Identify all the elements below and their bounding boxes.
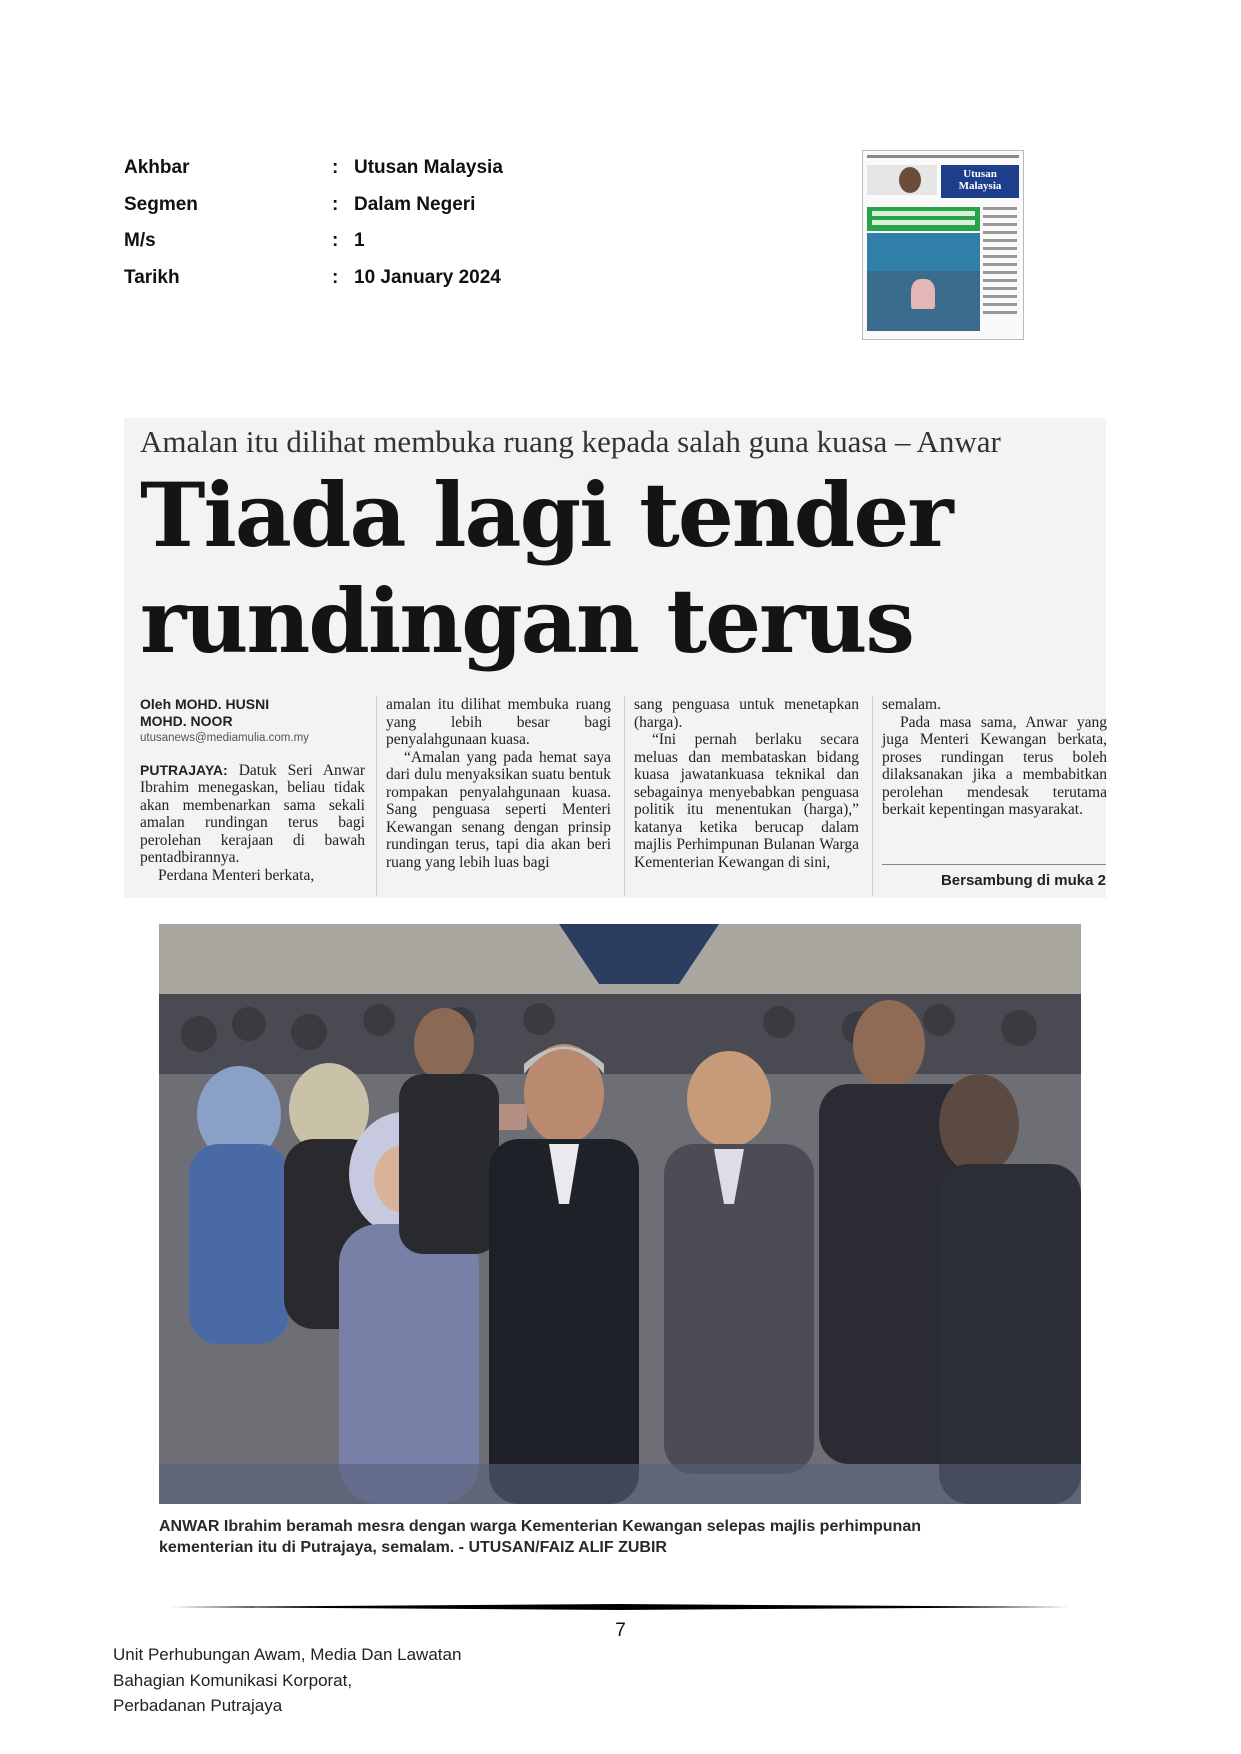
meta-value: Utusan Malaysia xyxy=(354,157,503,179)
meta-row-date xyxy=(124,260,604,297)
column-divider xyxy=(872,696,873,896)
meta-colon: : xyxy=(332,266,339,288)
article-clipping xyxy=(124,418,1106,898)
continued-on-page: Bersambung di muka 2 xyxy=(940,872,1106,889)
thumb-photo xyxy=(867,233,980,331)
dateline: PUTRAJAYA: xyxy=(140,761,228,778)
byline-line: MOHD. NOOR xyxy=(140,713,233,729)
meta-label: Segmen xyxy=(124,193,198,215)
footer-line: Bahagian Komunikasi Korporat, xyxy=(113,1670,353,1690)
thumb-side-column xyxy=(983,207,1017,333)
thumb-teaser xyxy=(867,165,937,195)
author-email: utusanews@mediamulia.com.my xyxy=(140,732,309,744)
article-headline xyxy=(140,462,952,674)
headline-line-1: Tiada lagi tender xyxy=(140,463,952,567)
headline-line-2: rundingan terus xyxy=(140,569,913,673)
footer-line: Unit Perhubungan Awam, Media Dan Lawatan xyxy=(113,1645,462,1664)
meta-colon: : xyxy=(332,230,339,252)
meta-value: Dalam Negeri xyxy=(354,193,476,215)
paragraph: amalan itu dilihat membuka ruang yang lebih besar bagi penyalahgunaan kuasa. xyxy=(386,696,611,748)
meta-label: M/s xyxy=(124,230,156,252)
meta-row-page xyxy=(124,223,604,260)
paragraph-text: Datuk Seri Anwar Ibrahim menegaskan, beliau tidak akan membenarkan sama sekali amalan rundingan terus bagi perolehan kerajaan di bawah pentadbirannya. xyxy=(140,761,366,866)
column-divider xyxy=(376,696,377,896)
footer-line: Perbadanan Putrajaya xyxy=(113,1696,283,1715)
front-page-thumbnail xyxy=(862,150,1024,340)
byline-line: Oleh MOHD. HUSNI xyxy=(140,696,270,712)
byline xyxy=(140,696,365,730)
meta-label: Tarikh xyxy=(124,266,180,288)
meta-label: Akhbar xyxy=(124,157,190,179)
paragraph: sang penguasa untuk menetapkan (harga). xyxy=(634,696,859,731)
article-column-1 xyxy=(140,696,365,884)
page-number: 7 xyxy=(615,1620,626,1641)
article-kicker: Amalan itu dilihat membuka ruang kepada salah guna kuasa – Anwar xyxy=(140,424,1001,459)
meta-value: 10 January 2024 xyxy=(354,266,501,288)
footer-address xyxy=(113,1642,461,1719)
meta-colon: : xyxy=(332,157,339,179)
article-column-2 xyxy=(386,696,611,871)
meta-value: 1 xyxy=(354,230,365,252)
paragraph: Perdana Menteri berkata, xyxy=(158,866,315,884)
column-divider xyxy=(624,696,625,896)
meta-row-newspaper xyxy=(124,150,604,187)
article-column-3 xyxy=(634,696,859,871)
paragraph: “Amalan yang pada hemat saya dari dulu menyaksikan suatu bentuk rompakan penyalahgunaan kuasa. Sang penguasa seperti Menteri Kewangan senang dengan prinsip rundingan terus, tapi dia akan beri ruang yang lebih luas bagi xyxy=(386,748,611,871)
news-photo xyxy=(159,924,1081,1504)
paragraph: semalam. xyxy=(882,696,941,713)
thumb-masthead: Utusan Malaysia xyxy=(941,165,1019,198)
paragraph: Pada masa sama, Anwar yang juga Menteri Kewangan berkata, proses rundingan terus boleh dilaksanakan jika a membabitkan perolehan mendesak terutama berkait kepentingan masyarakat. xyxy=(882,713,1107,818)
footer-rule xyxy=(170,1604,1070,1610)
meta-row-segment xyxy=(124,187,604,224)
paragraph: “Ini pernah berlaku secara meluas dan membataskan bidang kuasa jawatankuasa teknikal dan sebagainya menyebabkan penguasa politik itu menentukan (harga),” katanya ketika berucap dalam majlis Perhimpunan Bulanan Warga Kementerian Kewangan di sini, xyxy=(634,731,859,871)
paragraph xyxy=(140,762,365,867)
caption-line: ANWAR Ibrahim beramah mesra dengan warga Kementerian Kewangan selepas majlis perhimpunan xyxy=(159,1518,921,1535)
continuation-rule xyxy=(882,864,1106,865)
metadata-block xyxy=(124,150,604,296)
photo-caption xyxy=(159,1516,1059,1558)
thumb-top-bar xyxy=(867,155,1019,158)
thumb-headline-block xyxy=(867,207,980,231)
meta-colon: : xyxy=(332,193,339,215)
caption-line: kementerian itu di Putrajaya, semalam. - UTUSAN/FAIZ ALIF ZUBIR xyxy=(159,1539,667,1556)
article-body xyxy=(140,696,1106,896)
article-column-4 xyxy=(882,696,1107,819)
